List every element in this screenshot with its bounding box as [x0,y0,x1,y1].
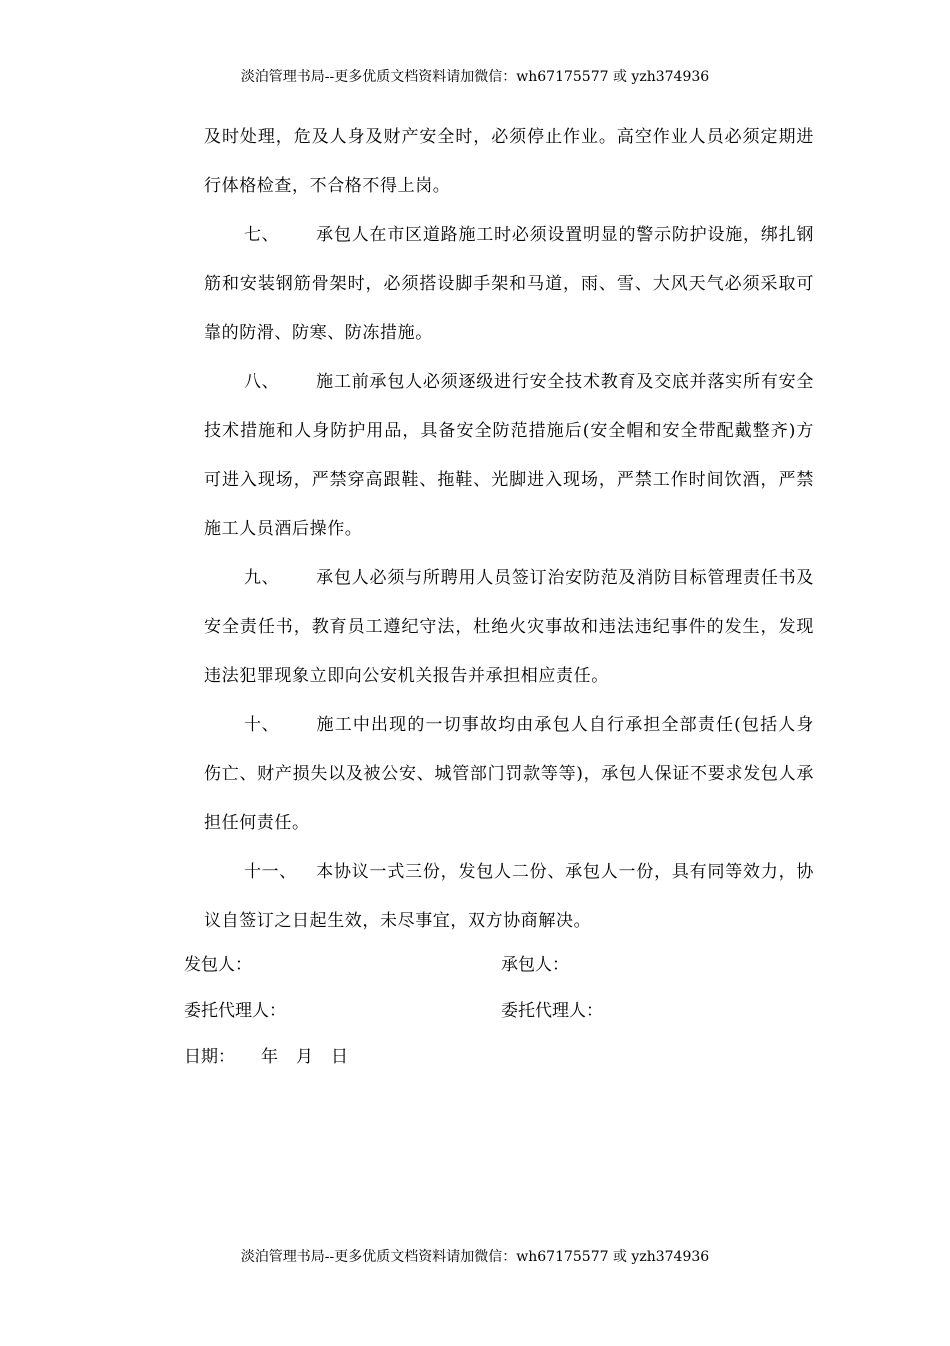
party-a-label: 发包人： [184,955,252,975]
page-footer: 淡泊管理书局--更多优质文档资料请加微信：wh67175577 或 yzh374936 [240,1249,710,1265]
party-b-label: 承包人： [501,955,569,975]
agent-a-label: 委托代理人： [184,1001,286,1021]
agent-row [184,988,824,1034]
agent-b-label: 委托代理人： [501,1001,603,1021]
date-year: 年 [261,1047,278,1067]
clause-number: 十、 [244,715,280,735]
date-day: 日 [331,1047,348,1067]
clause-text: 承包人必须与所聘用人员签订治安防范及消防目标管理责任书及安全责任书，教育员工遵纪守法，杜绝火灾事故和违法违纪事件的发生，发现违法犯罪现象立即向公安机关报告并承担相应责任。 [204,568,814,686]
clause-8 [204,358,814,554]
date-month: 月 [296,1047,313,1067]
clause-text: 施工中出现的一切事故均由承包人自行承担全部责任(包括人身伤亡、财产损失以及被公安、城管部门罚款等等)，承包人保证不要求发包人承担任何责任。 [204,715,814,833]
clause-11 [204,848,814,946]
page-header: 淡泊管理书局--更多优质文档资料请加微信：wh67175577 或 yzh374936 [240,69,710,85]
continuation-paragraph: 及时处理，危及人身及财产安全时，必须停止作业。高空作业人员必须定期进行体格检查，不合格不得上岗。 [204,127,814,196]
clause-text: 施工前承包人必须逐级进行安全技术教育及交底并落实所有安全技术措施和人身防护用品，具备安全防范措施后(安全帽和安全带配戴整齐)方可进入现场，严禁穿高跟鞋、拖鞋、光脚进入现场，严禁工作时间饮酒，严禁施工人员酒后操作。 [204,372,814,539]
clause-number: 八、 [244,372,280,392]
clause-10 [204,701,814,848]
clause-number: 七、 [244,225,280,245]
date-label: 日期： [184,1047,235,1067]
party-row [184,942,824,988]
date-row [184,1034,824,1080]
clause-7 [204,211,814,358]
clause-text: 承包人在市区道路施工时必须设置明显的警示防护设施，绑扎钢筋和安装钢筋骨架时，必须搭设脚手架和马道，雨、雪、大风天气必须采取可靠的防滑、防寒、防冻措施。 [204,225,814,343]
contract-body [204,113,814,946]
clause-number: 十一、 [244,862,297,882]
date-line [184,1034,366,1080]
clause-9 [204,554,814,701]
clause-number: 九、 [244,568,280,588]
clause-text: 本协议一式三份，发包人二份、承包人一份，具有同等效力，协议自签订之日起生效，未尽事宜，双方协商解决。 [204,862,814,931]
signature-block [184,942,824,1080]
